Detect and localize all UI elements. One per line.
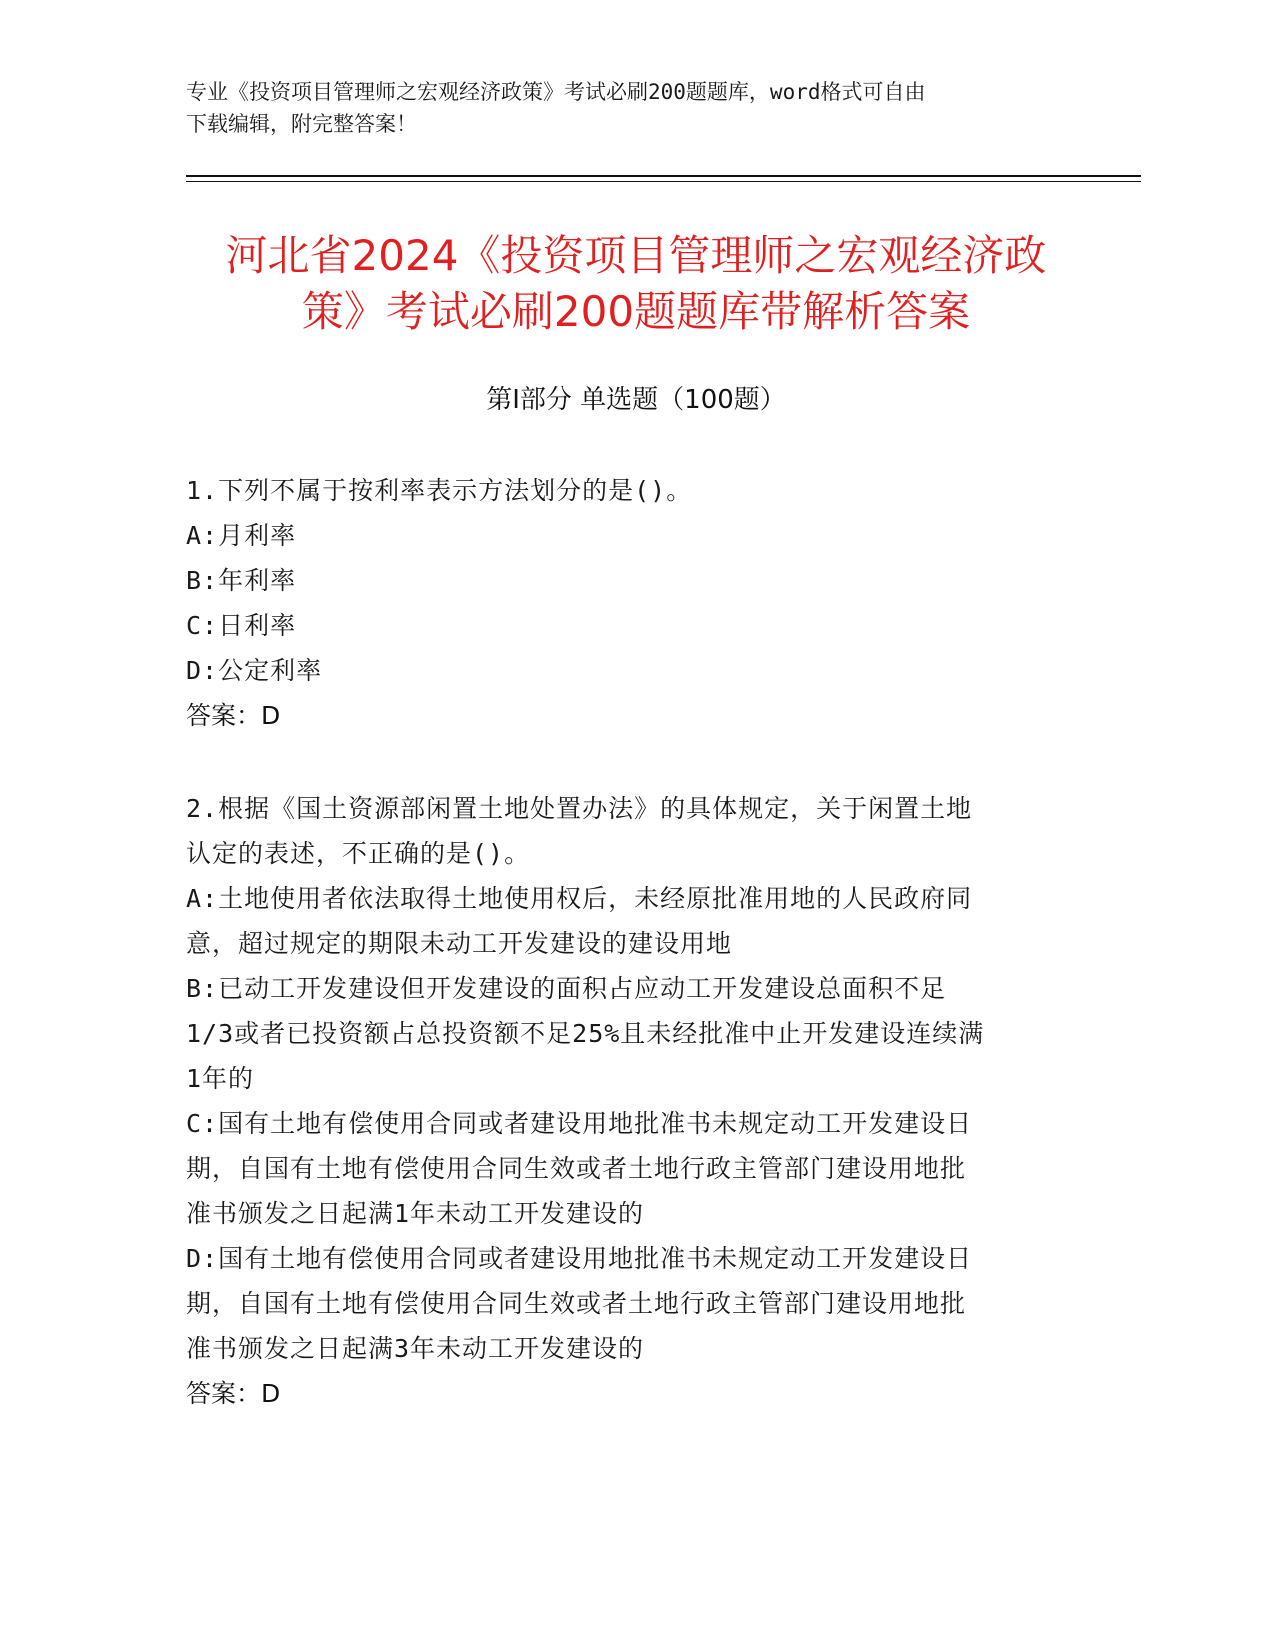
option-a: 意，超过规定的期限未动工开发建设的建设用地: [186, 929, 733, 958]
header-note: [186, 76, 1086, 140]
option-d: D:国有土地有偿使用合同或者建设用地批准书未规定动工开发建设日: [186, 1244, 973, 1273]
title-line: 河北省2024《投资项目管理师之宏观经济政: [225, 231, 1047, 280]
header-divider-thin: [186, 181, 1141, 182]
option-a: A:月利率: [186, 521, 297, 550]
option-b: B:已动工开发建设但开发建设的面积占应动工开发建设总面积不足: [186, 974, 947, 1003]
option-b: B:年利率: [186, 566, 297, 595]
option-b: 1/3或者已投资额占总投资额不足25%且未经批准中止开发建设连续满: [186, 1019, 985, 1048]
header-divider-thick: [186, 175, 1141, 177]
option-d: 期，自国有土地有偿使用合同生效或者土地行政主管部门建设用地批: [186, 1289, 967, 1318]
question-2: [186, 786, 1066, 1416]
section-heading: 第I部分 单选题（100题）: [486, 385, 786, 415]
header-note-line: 专业《投资项目管理师之宏观经济政策》考试必刷200题题库，word格式可自由: [186, 80, 926, 104]
option-c: C:日利率: [186, 611, 297, 640]
option-d: 准书颁发之日起满3年未动工开发建设的: [186, 1334, 645, 1363]
option-a: A:土地使用者依法取得土地使用权后，未经原批准用地的人民政府同: [186, 884, 973, 913]
option-c: 期，自国有土地有偿使用合同生效或者土地行政主管部门建设用地批: [186, 1154, 967, 1183]
answer-label: 答案：D: [186, 1379, 281, 1408]
question-stem: 1.下列不属于按利率表示方法划分的是()。: [186, 476, 693, 505]
option-c: C:国有土地有偿使用合同或者建设用地批准书未规定动工开发建设日: [186, 1109, 973, 1138]
header-note-line: 下载编辑，附完整答案！: [186, 112, 417, 136]
document-title: [186, 228, 1086, 340]
question-stem: 2.根据《国土资源部闲置土地处置办法》的具体规定，关于闲置土地: [186, 794, 973, 823]
option-d: D:公定利率: [186, 656, 323, 685]
answer-label: 答案：D: [186, 701, 281, 730]
question-stem: 认定的表述，不正确的是()。: [186, 839, 531, 868]
question-1: [186, 468, 1066, 738]
option-b: 1年的: [186, 1064, 255, 1093]
option-c: 准书颁发之日起满1年未动工开发建设的: [186, 1199, 645, 1228]
title-line: 策》考试必刷200题题库带解析答案: [301, 287, 971, 336]
